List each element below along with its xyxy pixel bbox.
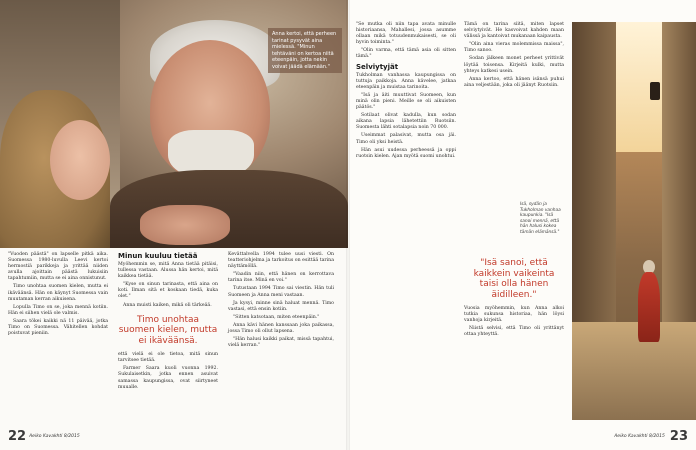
right-column-2-lower: "Isä sanoi, että kaikkein vaikeinta taisi olla hänen äidilleen." Vuosia myöhemmin, kun Anna alkoi tutkia sukunsa historiaa, hän löysi vanhoja kirjeitä. Niistä selvisi, että Timo oli yrittänyt ottaa yhteyttä.	[464, 258, 564, 338]
lamp-icon	[650, 82, 660, 100]
photo-caption-right: Isä, sydän ja Tukholman vanhaa kaupunkia. "Isä sanoi mennä, että hän halusi kokea tämän elämänsä."	[520, 202, 561, 235]
couple-photo	[0, 0, 348, 248]
street-photo	[572, 22, 696, 420]
right-column-2: Tämä on tarina siitä, miten lapset selviytyivät. He kasvoivat kahden maan välissä ja kantoivat mukanaan kaipausta. "Olin aina vieras molemmissa maissa", Timo sanoo. Sodan jälkeen monet perheet yrittivät löytää toisensa. Kirjeitä kulki, mutta yhteys katkesi usein. Anna kertoo, että hänen isänsä puhui aina veljestään, joka oli jäänyt Ruotsiin.	[464, 22, 564, 88]
person-figure	[638, 272, 660, 342]
pull-quote: Timo unohtaa suomen kielen, mutta ei ikäväänsä.	[118, 314, 218, 346]
spine-gutter	[346, 0, 350, 450]
photo-caption: Anna kertoi, että perheen tarinat pysyvät aina mielessä. "Minun tehtäväni on kertoa niitä eteenpäin, jotta nekin voivat jäädä elämään."	[268, 28, 342, 73]
left-column-3: Kevättalvella 1994 tulee uusi viesti. On teatteriohjelma ja tarkoitus on esittää tarina näyttämöllä. "Vaadin niin, että hänen on kerrottava tarina itse. Minä en voi." Tutustaan 1994 Timo sai viestin. Hän tuli Suomeen ja Anna meni vastaan. Ja kysyi, minne sinä haluat mennä. Timo vastasi, että ensin kotiin. "Sitten katsotaan, miten eteenpäin." Anna kävi hänen kanssaan joka paikassa, jossa Timo oli ollut lapsena. "Hän halusi kaikki paikat, missä tapahtui, vielä kerran."	[228, 252, 334, 349]
right-page	[348, 0, 696, 450]
subheading: Selviytyjät	[356, 62, 399, 71]
left-column-2: Minun kuuluu tietää Myöhemmin se, mitä Anna tietää pitäisi, tullessa vastaan. Alussa hän kertoi, mitä kaikkea tietää. "Kyse on sinun tarinasta, että aina on koti. Ilman sitä et koskaan tiedä, kuka olet." Anna muisti kaiken, mikä oli tärkeää. Timo unohtaa suomen kielen, mutta ei ikäväänsä. että vielä ei ole tietoa, mitä sinun tarvitsee tietää. Farmer Saara kuoli vuonna 1992. Sukulaisetkin, jotka ennen asuivat samassa kaupungissa, ovat siirtyneet muualle.	[118, 252, 218, 390]
page-number-right: Aeiko Kavakhti 8/2015 23	[614, 429, 688, 444]
left-column-1: "Vuoden päästä" on lapselle pitkä aika. Suomessa 1980-luvulla Leevi kertoi hermostiä parikkeja ja yrittää niiden avulla ajoittain päästä lukuisiin tapahtumiin, mutta se ei aina onnistunut. Timo unohtaa suomen kielen, mutta ei ikäväänsä. Hän on käynyt Suomessa vain muutaman kerran aikuisena. Lopulla Timo on se, joka mennä kotiin. Hän ei siihen vielä ole valmis. Saara tökei kaikki nä 11 päivää, jotka Timo on Suomessa. Vähitellen kohdat poistuvat pieniin.	[8, 252, 108, 337]
subheading: Minun kuuluu tietää	[118, 252, 198, 260]
pull-quote: "Isä sanoi, että kaikkein vaikeinta taisi olla hänen äidilleen."	[473, 258, 555, 300]
page-number-left: 22 Aeiko Kavakhti 8/2015	[8, 429, 80, 444]
right-column-1: "Se mutka oli niin tapa avata minulle historiaansa, Mahallesi, jossa asumme ollaan mikä totuudenmukaisesti, se oli hyvin toiminta." "Olin varma, että tämä asia oli sitten tämä." Selviytyjät Tukholman vanhassa kaupungissa on tuttuja paikkoja. Anna kävelee, jatkaa eteenpäin ja muistaa tarinoita. "Isä ja äiti muuttivat Suomeen, kun minä olin pieni. Meille se oli aikuisten päätös." Sotilaat olivat kadulla, kun sodan aikana lapsia lähetettiin Ruotsiin. Suomesta lähti sotalapsia noin 70 000. Useimmat palasivat, mutta osa jäi. Timo oli yksi heistä. Hän asui uudessa perheessä ja oppi ruotsin kielen. Ajan myötä suomi unohtui.	[356, 22, 456, 159]
